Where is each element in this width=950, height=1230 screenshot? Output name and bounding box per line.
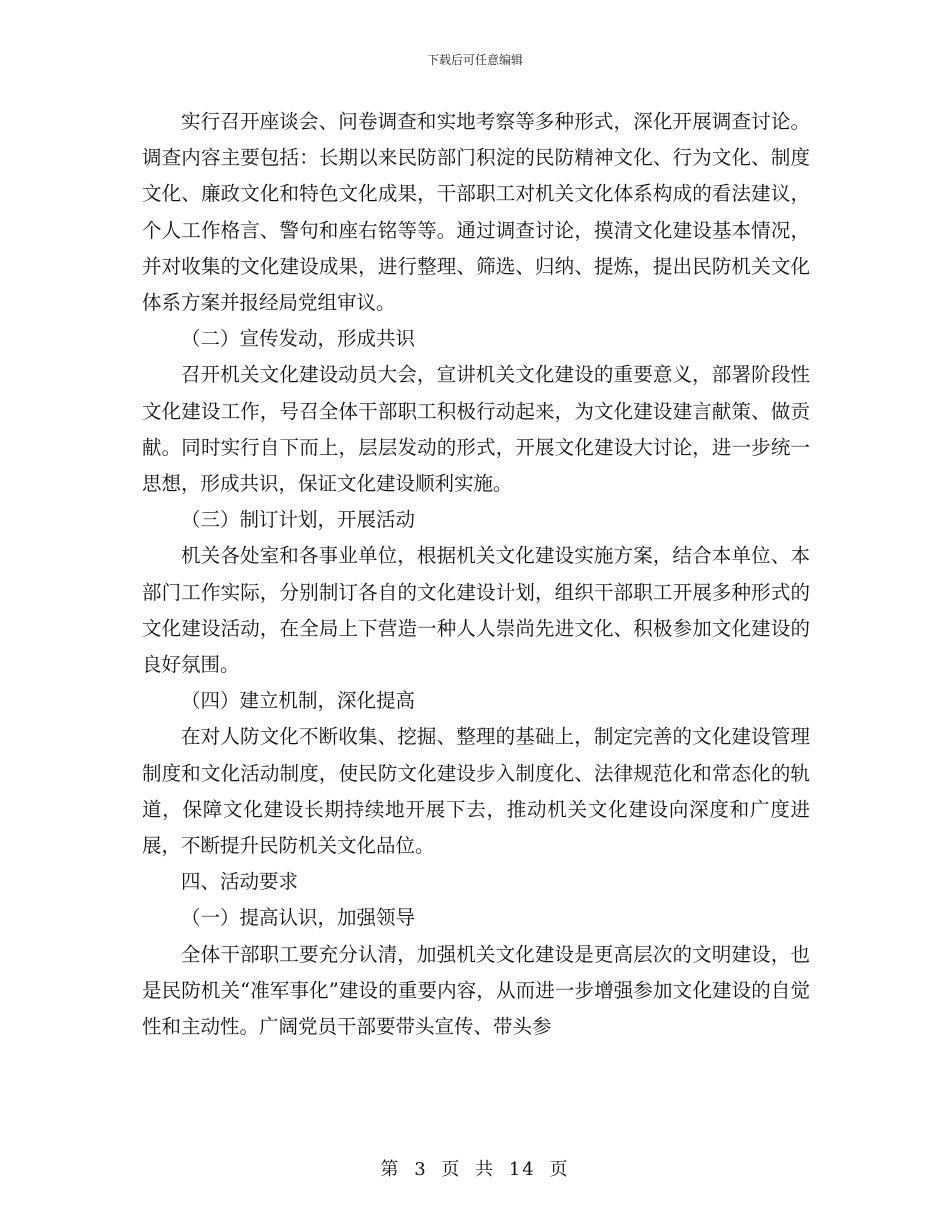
- document-body: [142, 104, 810, 1045]
- section-heading-awareness: （一）提高认识，加强领导: [181, 906, 416, 930]
- page-number: 第 3 页 共 14 页: [380, 1159, 570, 1180]
- page-header: 下载后可任意编辑: [426, 53, 523, 67]
- paragraph-mechanism: 在对人防文化不断收集、挖掘、整理的基础上，制定完善的文化建设管理制度和文化活动制度，使民防文化建设步入制度化、法律规范化和常态化的轨道，保障文化建设长期持续地开展下去，推动机关文化建设向深度和广度进展，不断提升民防机关文化品位。: [142, 725, 810, 858]
- paragraph-planning: 机关各处室和各事业单位，根据机关文化建设实施方案，结合本单位、本部门工作实际，分别制订各自的文化建设计划，组织干部职工开展多种形式的文化建设活动，在全局上下营造一种人人崇尚先进文化、积极参加文化建设的良好氛围。: [142, 544, 810, 677]
- paragraph-awareness: 全体干部职工要充分认清，加强机关文化建设是更高层次的文明建设，也是民防机关“准军事化”建设的重要内容，从而进一步增强参加文化建设的自觉性和主动性。广阔党员干部要带头宣传、带头参: [142, 942, 810, 1039]
- section-heading-requirements: 四、活动要求: [181, 870, 299, 894]
- section-heading-planning: （三）制订计划，开展活动: [181, 508, 416, 532]
- paragraph-publicity: 召开机关文化建设动员大会，宣讲机关文化建设的重要意义，部署阶段性文化建设工作，号召全体干部职工积极行动起来，为文化建设建言献策、做贡献。同时实行自下而上，层层发动的形式，开展文化建设大讨论，进一步统一思想，形成共识，保证文化建设顺利实施。: [142, 363, 810, 496]
- paragraph-survey-method: 实行召开座谈会、问卷调查和实地考察等多种形式，深化开展调查讨论。调查内容主要包括：长期以来民防部门积淀的民防精神文化、行为文化、制度文化、廉政文化和特色文化成果，干部职工对机关文化体系构成的看法建议，个人工作格言、警句和座右铭等等。通过调查讨论，摸清文化建设基本情况，并对收集的文化建设成果，进行整理、筛选、归纳、提炼，提出民防机关文化体系方案并报经局党组审议。: [142, 110, 810, 315]
- section-heading-publicity: （二）宣传发动，形成共识: [181, 327, 416, 351]
- section-heading-mechanism: （四）建立机制，深化提高: [181, 689, 416, 713]
